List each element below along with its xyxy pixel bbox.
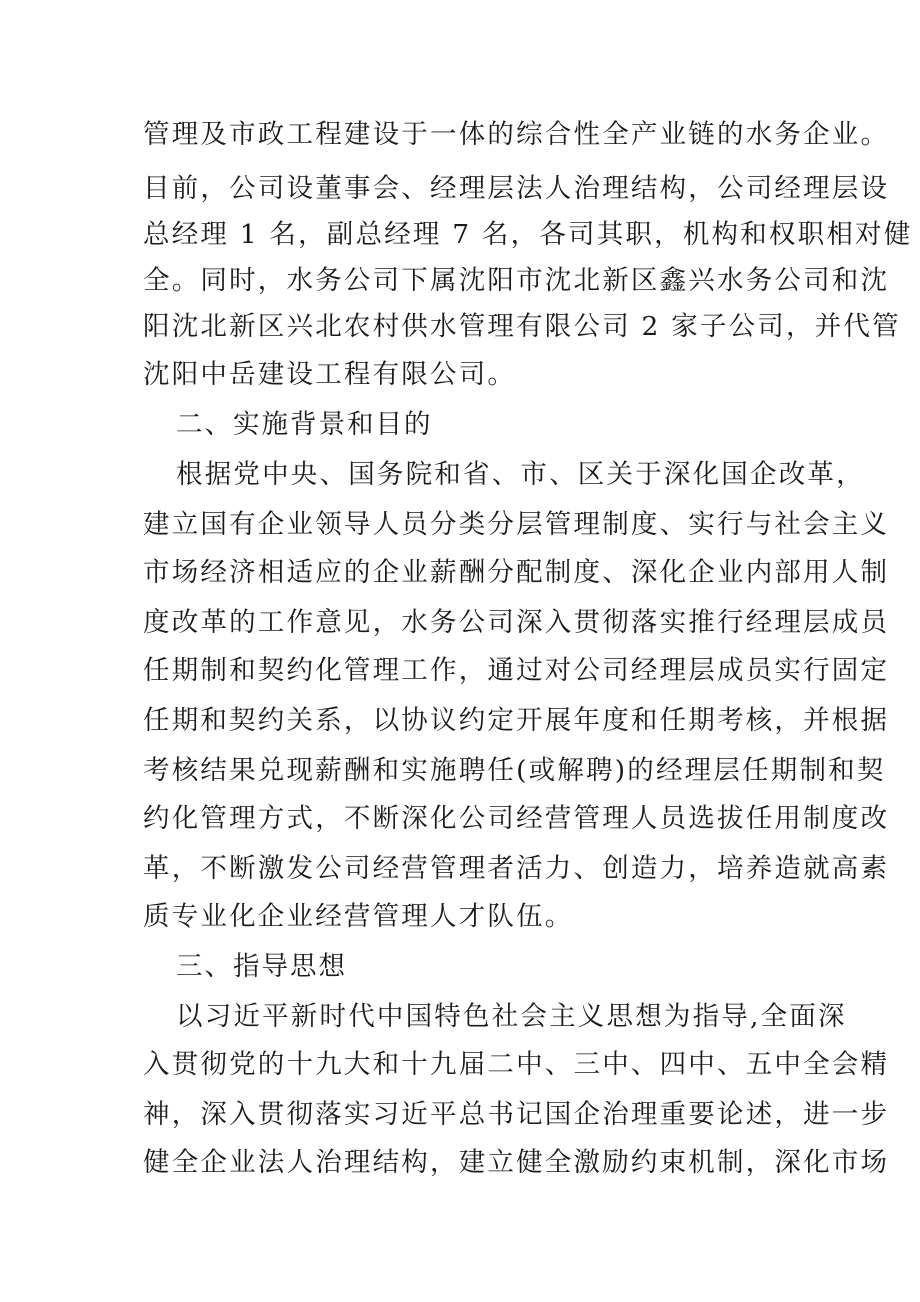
paragraph-line: 以习近平新时代中国特色社会主义思想为指导,全面深 bbox=[176, 1001, 847, 1032]
paragraph-line: 全。同时，水务公司下属沈阳市沈北新区鑫兴水务公司和沈 bbox=[143, 265, 890, 296]
paragraph-line: 沈阳中岳建设工程有限公司。 bbox=[143, 359, 517, 390]
paragraph-line: 根据党中央、国务院和省、市、区关于深化国企改革， bbox=[176, 459, 865, 490]
paragraph-line: 神，深入贯彻落实习近平总书记国企治理重要论述，进一步 bbox=[143, 1099, 890, 1130]
paragraph-line: 革，不断激发公司经营管理者活力、创造力，培养造就高素 bbox=[143, 853, 890, 884]
paragraph-line: 健全企业法人治理结构，建立健全激励约束机制，深化市场 bbox=[143, 1147, 890, 1178]
paragraph-line: 考核结果兑现薪酬和实施聘任(或解聘)的经理层任期制和契 bbox=[143, 755, 886, 786]
paragraph-line: 总经理 1 名，副总经理 7 名，各司其职，机构和权职相对健 bbox=[143, 219, 913, 250]
paragraph-line: 度改革的工作意见，水务公司深入贯彻落实推行经理层成员 bbox=[143, 607, 890, 638]
section-heading: 二、实施背景和目的 bbox=[176, 409, 433, 440]
paragraph-line: 任期制和契约化管理工作，通过对公司经理层成员实行固定 bbox=[143, 655, 890, 686]
paragraph-line: 管理及市政工程建设于一体的综合性全产业链的水务企业。 bbox=[143, 119, 890, 150]
paragraph-line: 阳沈北新区兴北农村供水管理有限公司 2 家子公司，并代管 bbox=[143, 311, 901, 342]
paragraph-line: 约化管理方式，不断深化公司经营管理人员选拔任用制度改 bbox=[143, 803, 890, 834]
paragraph-line: 入贯彻党的十九大和十九届二中、三中、四中、五中全会精 bbox=[143, 1049, 890, 1080]
paragraph-line: 质专业化企业经营管理人才队伍。 bbox=[143, 901, 574, 932]
paragraph-line: 市场经济相适应的企业薪酬分配制度、深化企业内部用人制 bbox=[143, 557, 890, 588]
paragraph-line: 任期和契约关系，以协议约定开展年度和任期考核，并根据 bbox=[143, 705, 890, 736]
section-heading: 三、指导思想 bbox=[176, 951, 347, 982]
paragraph-line: 目前，公司设董事会、经理层法人治理结构，公司经理层设 bbox=[143, 173, 890, 204]
paragraph-line: 建立国有企业领导人员分类分层管理制度、实行与社会主义 bbox=[143, 509, 890, 540]
